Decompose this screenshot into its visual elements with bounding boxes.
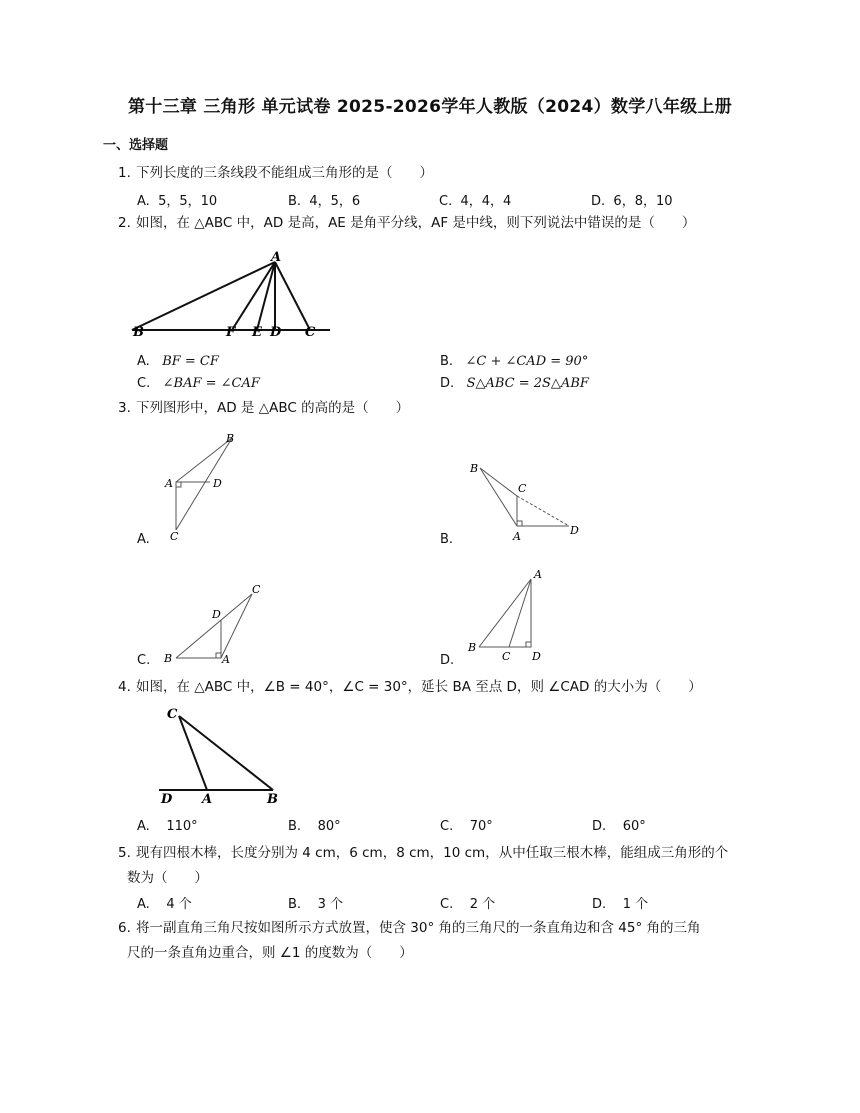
question-1-number: 1.	[118, 165, 131, 181]
q2-label-f: F	[226, 325, 236, 340]
q2-label-c: C	[305, 325, 316, 340]
q1-option-b: B. 4，5，6	[288, 194, 361, 209]
q1-option-a: A. 5，5，10	[137, 194, 218, 209]
svg-text:A: A	[513, 530, 521, 543]
svg-text:C: C	[518, 482, 527, 495]
question-3-number: 3.	[118, 400, 131, 416]
q2-option-d: D. S△ABC = 2S△ABF	[440, 376, 589, 391]
q3-figure-b	[465, 460, 585, 545]
svg-text:B: B	[470, 462, 479, 475]
svg-text:A: A	[222, 653, 230, 666]
svg-text:B: B	[164, 652, 173, 665]
question-4-stem: 如图，在 △ABC 中，∠B = 40°，∠C = 30°，延长 BA 至点 D，则 ∠CAD 的大小为（ ）	[136, 679, 702, 695]
svg-text:A: A	[202, 792, 213, 807]
q3-option-a: A.	[137, 532, 150, 547]
q5-option-a: A. 4 个	[137, 897, 192, 912]
q3-figure-a	[160, 430, 250, 545]
q3-option-d: D.	[440, 653, 455, 668]
q1-option-c: C. 4，4，4	[439, 194, 512, 209]
svg-text:C: C	[167, 707, 178, 722]
q3-option-b: B.	[440, 532, 454, 547]
q3-figure-d	[465, 565, 555, 665]
q2-triangle-figure	[125, 248, 335, 343]
q5-option-b: B. 3 个	[288, 897, 343, 912]
q2-label-d: D	[270, 325, 282, 340]
q2-option-c: C. ∠BAF = ∠CAF	[137, 376, 260, 391]
q4-option-a: A. 110°	[137, 819, 198, 834]
q3-option-c: C.	[137, 653, 151, 668]
q2-label-a: A	[271, 250, 282, 265]
svg-text:B: B	[267, 792, 278, 807]
svg-text:C: C	[252, 583, 261, 596]
question-5-number: 5.	[118, 845, 131, 861]
q2-option-a: A. BF = CF	[137, 354, 219, 369]
q3-figure-c	[160, 580, 270, 670]
svg-text:D: D	[161, 792, 173, 807]
svg-text:D: D	[532, 650, 541, 663]
q2-label-e: E	[252, 325, 262, 340]
question-2-stem: 如图，在 △ABC 中，AD 是高，AE 是角平分线，AF 是中线，则下列说法中错误的是（ ）	[136, 215, 696, 231]
question-4-number: 4.	[118, 679, 131, 695]
svg-text:B: B	[226, 432, 235, 445]
q4-option-c: C. 70°	[440, 819, 493, 834]
q4-option-b: B. 80°	[288, 819, 341, 834]
q4-triangle-figure	[155, 702, 290, 807]
q2-option-b: B. ∠C + ∠CAD = 90°	[440, 354, 589, 369]
question-6-stem-line-1: 将一副直角三角尺按如图所示方式放置，使含 30° 角的三角尺的一条直角边和含 45° 角的三角	[136, 920, 701, 936]
q2-label-b: B	[133, 325, 144, 340]
question-5-stem-line-2: 数为（ ）	[127, 870, 208, 886]
question-6-stem-line-2: 尺的一条直角边重合，则 ∠1 的度数为（ ）	[127, 945, 413, 961]
svg-text:A: A	[534, 568, 542, 581]
svg-text:D: D	[570, 524, 579, 537]
q5-option-d: D. 1 个	[592, 897, 649, 912]
q5-option-c: C. 2 个	[440, 897, 496, 912]
svg-text:D: D	[212, 608, 221, 621]
question-3-stem: 下列图形中，AD 是 △ABC 的高的是（ ）	[136, 400, 410, 416]
q1-option-d: D. 6，8，10	[591, 194, 673, 209]
question-1-stem: 下列长度的三条线段不能组成三角形的是（ ）	[136, 165, 433, 181]
section-heading: 一、选择题	[103, 138, 169, 153]
svg-text:D: D	[213, 477, 222, 490]
svg-text:C: C	[502, 650, 511, 663]
svg-text:A: A	[165, 477, 173, 490]
svg-text:C: C	[170, 530, 179, 543]
q4-option-d: D. 60°	[592, 819, 646, 834]
page-title: 第十三章 三角形 单元试卷 2025-2026学年人教版（2024）数学八年级上册	[127, 97, 733, 117]
question-2-number: 2.	[118, 215, 131, 231]
question-6-number: 6.	[118, 920, 131, 936]
svg-text:B: B	[468, 641, 477, 654]
question-5-stem-line-1: 现有四根木棒，长度分别为 4 cm，6 cm，8 cm，10 cm，从中任取三根木棒，能组成三角形的个	[136, 845, 729, 861]
